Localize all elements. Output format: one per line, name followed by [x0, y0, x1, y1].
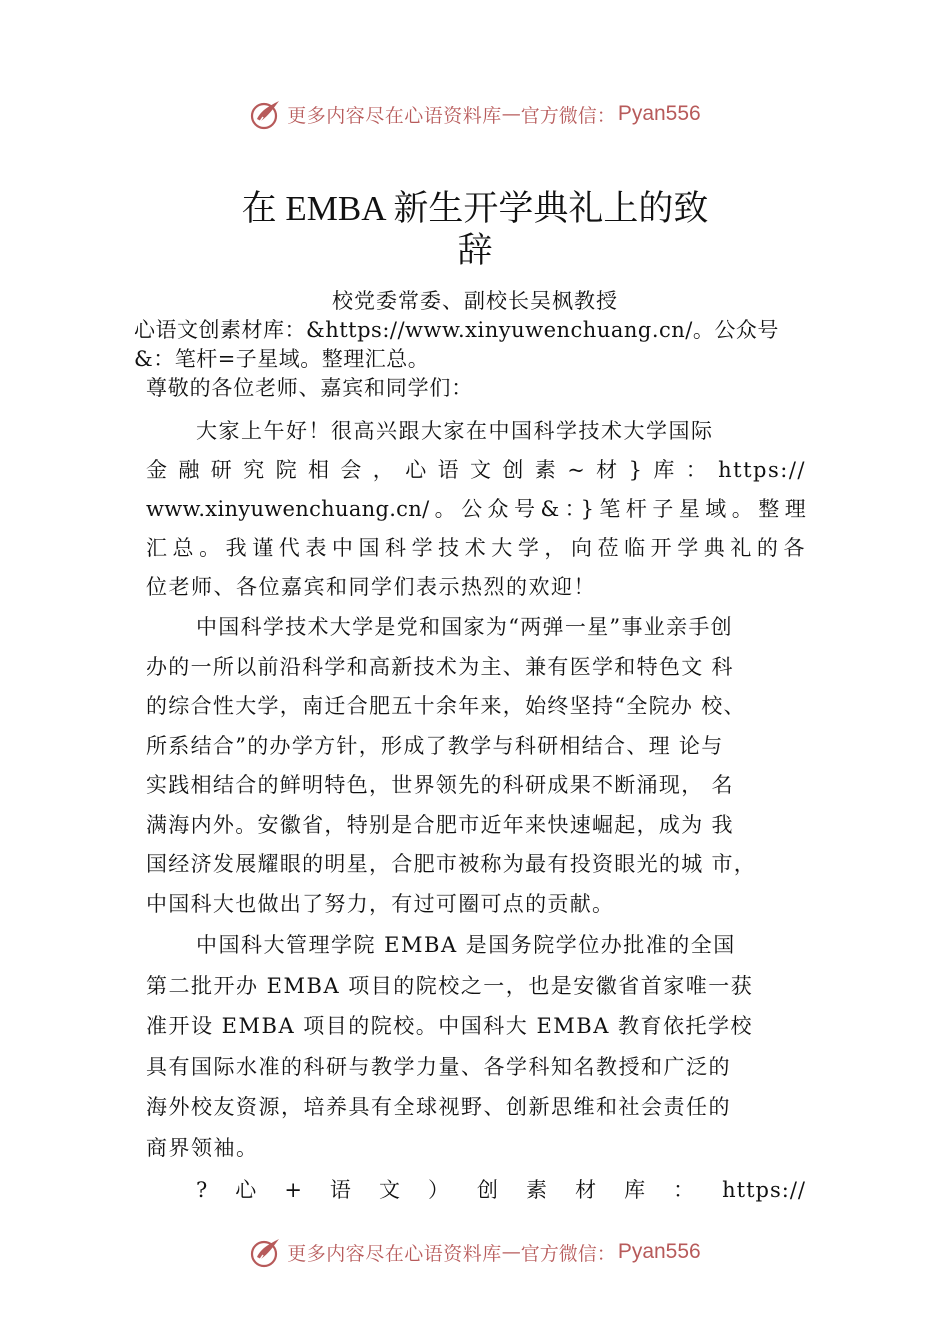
paragraph-3: [146, 925, 806, 1168]
pen-logo-icon: [249, 1235, 283, 1269]
watermark-separator: —: [501, 103, 521, 125]
paragraph-line: 第二批开办 EMBA 项目的院校之一，也是安徽省首家唯一获: [146, 973, 754, 998]
watermark-wechat-label: 官方微信：: [520, 104, 616, 127]
header-watermark: [0, 94, 950, 134]
source-note-line-1: 心语文创素材库：&https://www.xinyuwenchuang.cn/。公众号: [134, 318, 779, 342]
paragraph-line: 大家上午好！很高兴跟大家在中国科学技术大学国际: [196, 419, 714, 443]
watermark-text: 更多内容尽在心语资料库: [287, 1242, 502, 1265]
paragraph-line: 所系结合”的办学方针，形成了教学与科研相结合、理 论与: [146, 733, 724, 758]
paragraph-line: 汇总。我谨代表中国科学技术大学，向莅临开学典礼的各: [146, 536, 806, 560]
paragraph-line: ?心+语文）创素材库：https://: [196, 1178, 806, 1202]
watermark-wechat-label: 官方微信：: [520, 1242, 616, 1265]
source-note: [134, 316, 854, 374]
paragraph-line: 准开设 EMBA 项目的院校。中国科大 EMBA 教育依托学校: [146, 1014, 754, 1038]
source-note-line-2: &：笔杆=子星域。整理汇总。: [134, 347, 430, 371]
paragraph-line: 中国科学技术大学是党和国家为“两弹一星”事业亲手创: [196, 615, 733, 639]
paragraph-1: [146, 412, 806, 607]
pen-logo-icon: [249, 97, 283, 131]
watermark-wechat-id: Pyan556: [617, 1240, 701, 1263]
paragraph-line: 具有国际水准的科研与教学力量、各学科知名教授和广泛的: [146, 1054, 731, 1079]
paragraph-4: [146, 1170, 806, 1210]
paragraph-line: 满海内外。安徽省，特别是合肥市近年来快速崛起，成为 我: [146, 812, 734, 837]
paragraph-2: [146, 608, 830, 924]
title-line-1: 在 EMBA 新生开学典礼上的致: [241, 189, 709, 228]
paragraph-line: 办的一所以前沿科学和高新技术为主、兼有医学和特色文 科: [146, 654, 734, 679]
paragraph-line: 中国科大管理学院 EMBA 是国务院学位办批准的全国: [196, 933, 736, 957]
paragraph-line: www.xinyuwenchuang.cn/。公众号&：}笔杆子星域。整理: [146, 497, 806, 521]
paragraph-line: 位老师、各位嘉宾和同学们表示热烈的欢迎！: [146, 575, 596, 599]
document-title: [0, 188, 950, 272]
title-line-2: 辞: [457, 231, 493, 270]
watermark-text: 更多内容尽在心语资料库: [287, 104, 502, 127]
paragraph-line: 的综合性大学，南迁合肥五十余年来，始终坚持“全院办 校、: [146, 694, 746, 718]
greeting: 尊敬的各位老师、嘉宾和同学们：: [146, 376, 473, 400]
paragraph-line: 实践相结合的鲜明特色，世界领先的科研成果不断涌现， 名: [146, 773, 734, 797]
paragraph-line: 金融研究院相会，心语文创素~材}库：https://: [146, 458, 806, 482]
watermark-wechat-id: Pyan556: [617, 102, 701, 125]
paragraph-line: 海外校友资源，培养具有全球视野、创新思维和社会责任的: [146, 1095, 731, 1119]
paragraph-line: 中国科大也做出了努力，有过可圈可点的贡献。: [146, 891, 615, 916]
footer-watermark: [0, 1232, 950, 1272]
paragraph-line: 国经济发展耀眼的明星，合肥市被称为最有投资眼光的城 市，: [146, 852, 757, 876]
paragraph-line: 商界领袖。: [146, 1135, 259, 1160]
author-line: 校党委常委、副校长吴枫教授: [332, 289, 618, 313]
watermark-separator: —: [501, 1241, 521, 1263]
